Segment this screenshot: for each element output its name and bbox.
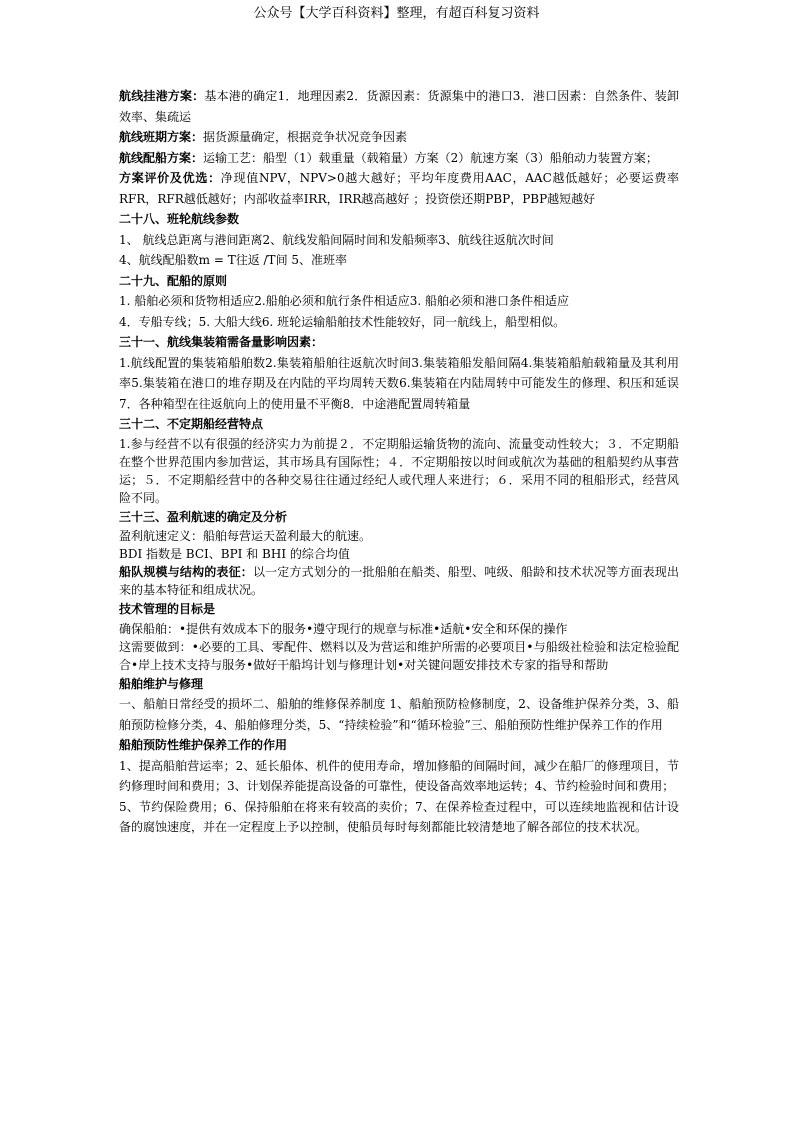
para-28-b: 4、航线配船数m = T往返 /T间 5、准班率 bbox=[119, 253, 348, 267]
heading-preventive: 船舶预防性维护保养工作的作用 bbox=[119, 738, 288, 752]
heading-32: 三十二、不定期船经营特点 bbox=[119, 417, 264, 431]
para-route-ship-allocation bbox=[119, 148, 679, 169]
para-29-b: 4．专船专线；5. 大船大线6. 班轮运输船舶技术性能较好，同一航线上，船型相似。 bbox=[119, 314, 566, 329]
para-32: 1.参与经营不以有很强的经济实力为前提２．不定期船运输货物的流向、流量变动性较大；３．不定期船在整个世界范围内参加营运，其市场具有国际性；４．不定期船按以时间或航次为基础的租船契约从事营运；５．不定期船经营中的各种交易往往通过经纪人或代理人来进行；６．采用不同的租船形式，经营风险不同。 bbox=[119, 436, 679, 505]
heading-tech-management: 技术管理的目标是 bbox=[119, 602, 216, 616]
para-31: 1.航线配置的集装箱船舶数2.集装箱船舶往返航次时间3.集装箱船发船间隔4.集装箱船舶载箱量及其利用率5.集装箱在港口的堆存期及在内陆的平均周转天数6.集装箱在内陆周转中可能发生的修理、积压和延误7．各种箱型在往返航向上的使用量不平衡8．中途港配置周转箱量 bbox=[119, 355, 679, 411]
para-label: 航线挂港方案： bbox=[119, 89, 205, 103]
para-preventive-a: 1、提高船舶营运率；2、延长船体、机件的使用寿命，增加修船的间隔时间，减少在船厂的修理项目，节约修理时间和费用；3、计划保养能提高设备的可靠性，使设备高效率地运转；4、节约检验时间和费用； bbox=[119, 758, 679, 793]
para-maintenance: 一、船舶日常经受的损坏二、船舶的维修保养制度 1、船舶预防检修制度，2、设备维护保养分类，3、船舶预防检修分类，4、船舶修理分类，5、“持续检验”和“循环检验”三、船舶预防性维护保养工作的作用 bbox=[119, 697, 679, 732]
document-body bbox=[119, 86, 679, 838]
para-route-schedule bbox=[119, 127, 679, 148]
para-33-a: 盈利航速定义：船舶每营运天盈利最大的航速。 bbox=[119, 529, 372, 543]
para-text: 以一定方式划分的一批船舶在船类、船型、吨级、船龄和技术状况等方面表现出来的基本特征和组成状况。 bbox=[119, 565, 679, 597]
para-label: 航线班期方案： bbox=[119, 130, 204, 144]
page-header: 公众号【大学百科资料】整理，有超百科复习资料 bbox=[253, 6, 540, 21]
heading-28: 二十八、班轮航线参数 bbox=[119, 212, 240, 226]
para-tech-a: 确保船舶：•提供有效成本下的服务•遵守现行的规章与标准•适航•安全和环保的操作 bbox=[119, 621, 568, 636]
para-29-a: 1. 船舶必须和货物相适应2.船舶必须和航行条件相适应3. 船舶必须和港口条件相适应 bbox=[119, 294, 569, 308]
para-tech-b: 这需要做到：•必要的工具、零配件、燃料以及为营运和维护所需的必要项目•与船级社检验和法定检验配合•岸上技术支持与服务•做好干船坞计划与修理计划•对关键问题安排技术专家的指导和帮助 bbox=[119, 639, 679, 672]
para-33-b: BDI 指数是 BCI、BPI 和 BHI 的综合均值 bbox=[119, 547, 350, 561]
para-label: 方案评价及优选： bbox=[119, 171, 221, 185]
heading-31: 三十一、航线集装箱需备量影响因素： bbox=[119, 335, 324, 349]
para-route-ports bbox=[119, 86, 679, 127]
para-preventive-b: 5、节约保险费用；6、保持船舶在将来有较高的卖价；7、在保养检查过程中，可以连续地监视和估计设备的腐蚀速度，并在一定程度上予以控制，使船员每时每刻都能比较清楚地了解各部位的技术状况。 bbox=[119, 799, 679, 834]
para-label: 船队规模与结构的表征： bbox=[119, 565, 253, 579]
para-28-a: 1、 航线总距离与港间距离2、航线发船间隔时间和发船频率3、航线往返航次时间 bbox=[119, 232, 554, 247]
heading-maintenance: 船舶维护与修理 bbox=[119, 676, 204, 691]
para-label: 航线配船方案： bbox=[119, 150, 204, 165]
para-plan-evaluation bbox=[119, 168, 679, 209]
para-text: 据货源量确定，根据竞争状况竞争因素 bbox=[203, 130, 408, 144]
para-text: 基本港的确定1．地理因素2．货源因素：货源集中的港口3．港口因素：自然条件、装卸效率、集疏运 bbox=[119, 89, 679, 124]
para-text: 运输工艺：船型（1）载重量（载箱量）方案（2）航速方案（3）船舶动力装置方案； bbox=[203, 150, 658, 165]
para-fleet-structure bbox=[119, 563, 679, 599]
para-text: 净现值NPV，NPV>0越大越好；平均年度费用AAC，AAC越低越好；必要运费率RFR，RFR越低越好；内部收益率IRR，IRR越高越好 ；投资偿还期PBP，PBP越短越好 bbox=[119, 171, 679, 206]
heading-33: 三十三、盈利航速的确定及分析 bbox=[119, 509, 288, 524]
heading-29: 二十九、配船的原则 bbox=[119, 273, 228, 288]
